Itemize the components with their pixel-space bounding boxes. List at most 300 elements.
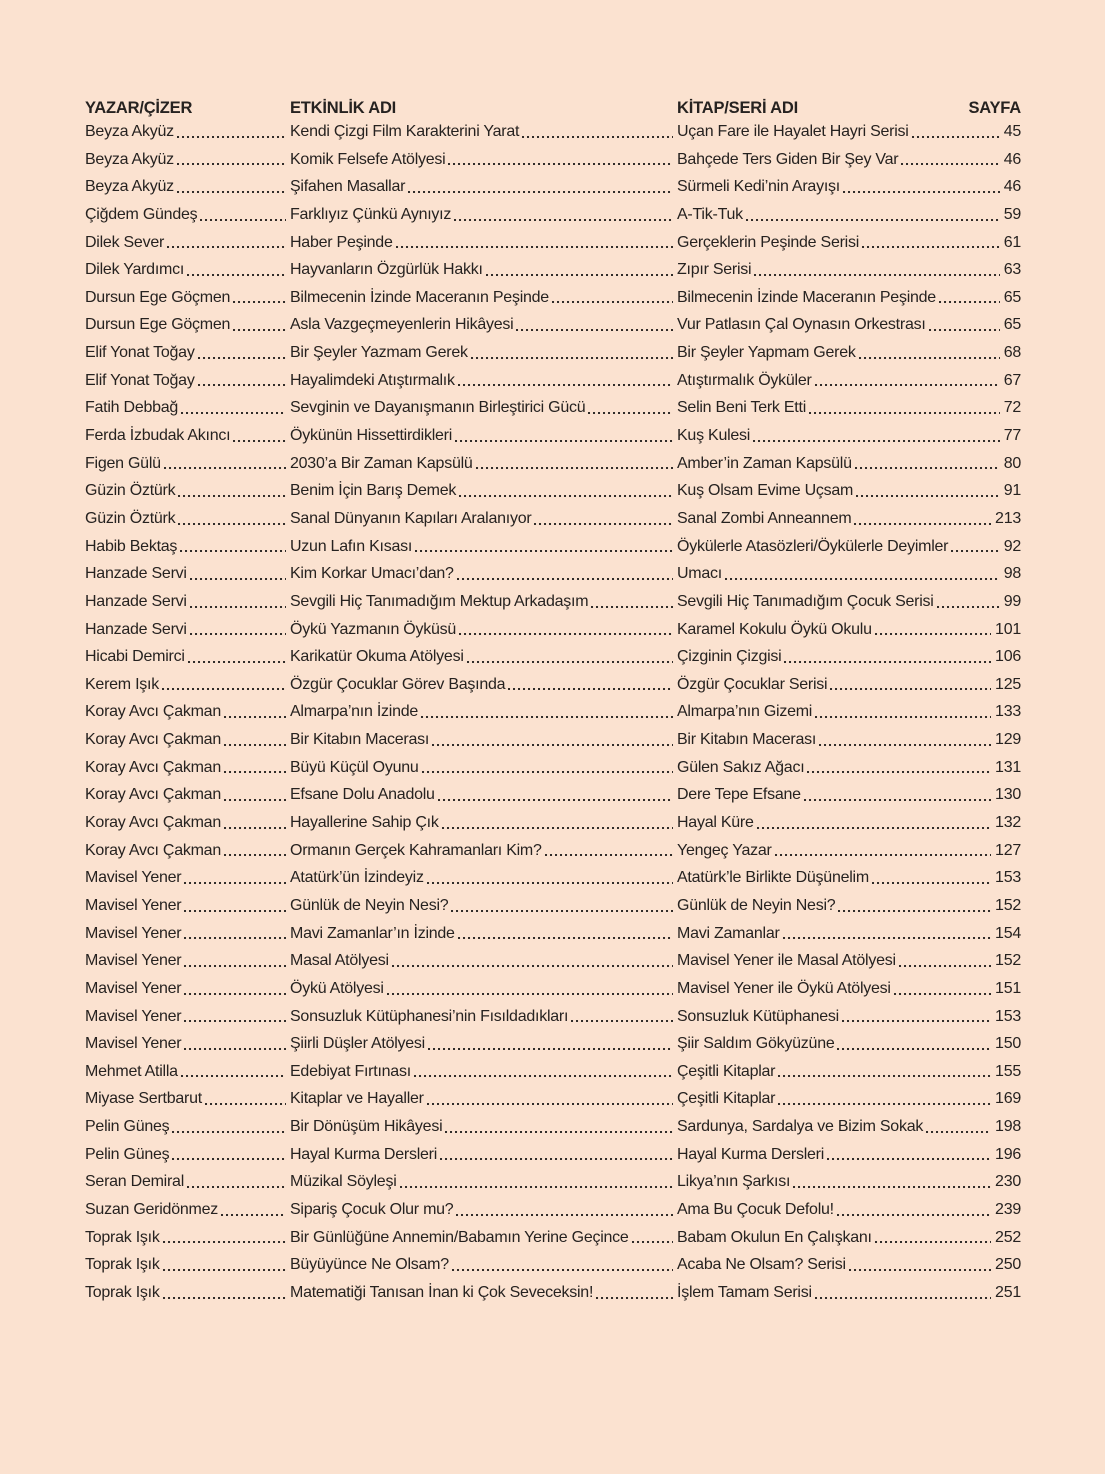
- author-name: Mavisel Yener: [85, 979, 182, 997]
- activity-cell: [290, 754, 677, 782]
- book-cell: [677, 367, 1004, 395]
- page-number: 155: [995, 1062, 1021, 1080]
- dot-leader: [438, 799, 673, 801]
- table-row: [85, 201, 1021, 229]
- activity-name: Sanal Dünyanın Kapıları Aralanıyor: [290, 509, 532, 527]
- activity-cell: [290, 975, 677, 1003]
- book-cell: [677, 118, 1004, 146]
- activity-name: Farklıyız Çünkü Aynıyız: [290, 205, 452, 223]
- book-name: Dere Tepe Efsane: [677, 786, 801, 804]
- page-number: 72: [1003, 399, 1021, 417]
- dot-leader: [415, 550, 673, 552]
- page-number: 106: [995, 648, 1021, 666]
- book-name: Çizginin Çizgisi: [677, 648, 782, 666]
- book-name: Zıpır Serisi: [677, 261, 752, 279]
- author-name: Mavisel Yener: [85, 924, 182, 942]
- table-row: [85, 588, 1021, 616]
- dot-leader: [452, 1269, 673, 1271]
- table-row: [85, 920, 1021, 948]
- table-row: [85, 1251, 1021, 1279]
- author-name: Mehmet Atilla: [85, 1062, 178, 1080]
- dot-leader: [951, 550, 999, 552]
- book-cell: [677, 1030, 995, 1058]
- book-name: Sürmeli Kedi’nin Arayışı: [677, 178, 840, 196]
- dot-leader: [746, 219, 1000, 221]
- table-row: [85, 1168, 1021, 1196]
- author-cell: [85, 726, 290, 754]
- activity-name: Öykünün Hissettirdikleri: [290, 427, 453, 445]
- dot-leader: [476, 467, 673, 469]
- book-name: Hayal Kurma Dersleri: [677, 1145, 825, 1163]
- author-cell: [85, 1224, 290, 1252]
- activity-cell: [290, 671, 677, 699]
- author-name: Mavisel Yener: [85, 869, 182, 887]
- dot-leader: [843, 191, 1000, 193]
- book-cell: [677, 1279, 995, 1307]
- activity-name: Ormanın Gerçek Kahramanları Kim?: [290, 841, 542, 859]
- author-cell: [85, 173, 290, 201]
- dot-leader: [427, 882, 673, 884]
- book-cell: [677, 311, 1004, 339]
- table-row: [85, 1003, 1021, 1031]
- dot-leader: [937, 606, 1000, 608]
- book-cell: [677, 1196, 995, 1224]
- book-name: Amber’in Zaman Kapsülü: [677, 454, 852, 472]
- dot-leader: [190, 606, 286, 608]
- dot-leader: [784, 661, 991, 663]
- dot-leader: [163, 1269, 286, 1271]
- book-cell: [677, 256, 1004, 284]
- book-cell: [677, 284, 1004, 312]
- activity-cell: [290, 1058, 677, 1086]
- author-name: Çiğdem Gündeş: [85, 205, 198, 223]
- dot-leader: [486, 274, 673, 276]
- book-name: Çeşitli Kitaplar: [677, 1062, 776, 1080]
- author-cell: [85, 118, 290, 146]
- dot-leader: [224, 799, 286, 801]
- author-name: Toprak Işık: [85, 1228, 160, 1246]
- activity-cell: [290, 1003, 677, 1031]
- dot-leader: [837, 1214, 991, 1216]
- table-row: [85, 892, 1021, 920]
- activity-cell: [290, 1168, 677, 1196]
- author-name: Dursun Ege Göçmen: [85, 288, 231, 306]
- book-cell: [677, 1168, 995, 1196]
- table-row: [85, 1058, 1021, 1086]
- book-name: Sardunya, Sardalya ve Bizim Sokak: [677, 1118, 924, 1136]
- activity-cell: [290, 1251, 677, 1279]
- dot-leader: [545, 854, 673, 856]
- dot-leader: [842, 1020, 991, 1022]
- dot-leader: [198, 357, 286, 359]
- table-row: [85, 394, 1021, 422]
- author-cell: [85, 616, 290, 644]
- book-cell: [677, 1003, 995, 1031]
- page-number: 99: [1003, 592, 1021, 610]
- book-cell: [677, 201, 1004, 229]
- dot-leader: [177, 191, 286, 193]
- dot-leader: [926, 1131, 991, 1133]
- book-name: Gülen Sakız Ağacı: [677, 758, 805, 776]
- activity-cell: [290, 311, 677, 339]
- activity-cell: [290, 1224, 677, 1252]
- book-name: Umacı: [677, 565, 722, 583]
- page-number: 239: [995, 1200, 1021, 1218]
- activity-cell: [290, 809, 677, 837]
- page-number: 151: [995, 979, 1021, 997]
- table-row: [85, 1224, 1021, 1252]
- dot-leader: [167, 246, 286, 248]
- dot-leader: [459, 495, 673, 497]
- author-cell: [85, 698, 290, 726]
- author-cell: [85, 837, 290, 865]
- dot-leader: [912, 136, 1000, 138]
- dot-leader: [454, 219, 673, 221]
- author-name: Koray Avcı Çakman: [85, 786, 221, 804]
- dot-leader: [233, 440, 286, 442]
- author-name: Hanzade Servi: [85, 592, 187, 610]
- activity-cell: [290, 339, 677, 367]
- activity-name: Uzun Lafın Kısası: [290, 537, 413, 555]
- page-number: 125: [995, 675, 1021, 693]
- activity-name: Efsane Dolu Anadolu: [290, 786, 435, 804]
- activity-name: Hayallerine Sahip Çık: [290, 814, 439, 832]
- book-name: Sanal Zombi Anneannem: [677, 509, 852, 527]
- page-number: 65: [1003, 288, 1021, 306]
- page-number: 152: [995, 952, 1021, 970]
- activity-name: Komik Felsefe Atölyesi: [290, 150, 446, 168]
- dot-leader: [184, 1020, 286, 1022]
- activity-cell: [290, 146, 677, 174]
- activity-cell: [290, 892, 677, 920]
- activity-name: Büyüyünce Ne Olsam?: [290, 1256, 449, 1274]
- book-name: Bir Kitabın Macerası: [677, 731, 817, 749]
- author-name: Seran Demiral: [85, 1173, 185, 1191]
- dot-leader: [516, 329, 673, 331]
- activity-cell: [290, 118, 677, 146]
- book-name: Vur Patlasın Çal Oynasın Orkestrası: [677, 316, 926, 334]
- activity-name: Şifahen Masallar: [290, 178, 406, 196]
- dot-leader: [224, 854, 286, 856]
- dot-leader: [164, 467, 286, 469]
- activity-cell: [290, 450, 677, 478]
- dot-leader: [172, 1158, 286, 1160]
- dot-leader: [184, 993, 286, 995]
- author-cell: [85, 781, 290, 809]
- dot-leader: [448, 163, 673, 165]
- dot-leader: [783, 937, 991, 939]
- dot-leader: [456, 1214, 673, 1216]
- author-name: Beyza Akyüz: [85, 178, 174, 196]
- page-number: 129: [995, 731, 1021, 749]
- author-cell: [85, 1058, 290, 1086]
- author-cell: [85, 560, 290, 588]
- author-name: Pelin Güneş: [85, 1145, 170, 1163]
- dot-leader: [224, 716, 286, 718]
- book-cell: [677, 533, 1004, 561]
- table-row: [85, 781, 1021, 809]
- book-cell: [677, 394, 1004, 422]
- book-name: Acaba Ne Olsam? Serisi: [677, 1256, 846, 1274]
- activity-cell: [290, 560, 677, 588]
- dot-leader: [190, 633, 286, 635]
- author-cell: [85, 201, 290, 229]
- table-row: [85, 311, 1021, 339]
- activity-name: Bir Kitabın Macerası: [290, 731, 430, 749]
- page-number: 80: [1003, 454, 1021, 472]
- activity-name: Hayalimdeki Atıştırmalık: [290, 371, 455, 389]
- table-row: [85, 533, 1021, 561]
- dot-leader: [939, 301, 1000, 303]
- dot-leader: [596, 1297, 673, 1299]
- book-name: Mavisel Yener ile Öykü Atölyesi: [677, 979, 891, 997]
- page-number: 45: [1003, 123, 1021, 140]
- book-name: Atıştırmalık Öyküler: [677, 371, 812, 389]
- book-cell: [677, 477, 1004, 505]
- book-cell: [677, 1224, 995, 1252]
- dot-leader: [457, 578, 673, 580]
- activity-cell: [290, 1279, 677, 1307]
- dot-leader: [414, 1075, 673, 1077]
- author-cell: [85, 284, 290, 312]
- dot-leader: [451, 910, 673, 912]
- dot-leader: [178, 523, 286, 525]
- dot-leader: [778, 1103, 991, 1105]
- dot-leader: [849, 1269, 991, 1271]
- activity-cell: [290, 947, 677, 975]
- dot-leader: [809, 412, 1000, 414]
- book-cell: [677, 616, 995, 644]
- author-name: Toprak Işık: [85, 1283, 160, 1301]
- activity-cell: [290, 284, 677, 312]
- author-cell: [85, 588, 290, 616]
- table-row: [85, 754, 1021, 782]
- dot-leader: [467, 661, 673, 663]
- book-cell: [677, 505, 995, 533]
- page-number: 46: [1003, 150, 1021, 168]
- activity-name: Atatürk’ün İzindeyiz: [290, 869, 424, 887]
- book-name: Öykülerle Atasözleri/Öykülerle Deyimler: [677, 537, 949, 555]
- author-cell: [85, 394, 290, 422]
- activity-name: Hayvanların Özgürlük Hakkı: [290, 261, 483, 279]
- page-number: 150: [995, 1035, 1021, 1053]
- book-cell: [677, 339, 1004, 367]
- activity-name: Öykü Atölyesi: [290, 979, 384, 997]
- dot-leader: [445, 1131, 673, 1133]
- dot-leader: [534, 523, 673, 525]
- page-number: 77: [1003, 427, 1021, 445]
- dot-leader: [396, 246, 673, 248]
- activity-name: Kim Korkar Umacı’dan?: [290, 565, 454, 583]
- author-cell: [85, 311, 290, 339]
- activity-name: Günlük de Neyin Nesi?: [290, 896, 449, 914]
- dot-leader: [455, 440, 673, 442]
- author-name: Habib Bektaş: [85, 537, 178, 555]
- book-name: Mavisel Yener ile Masal Atölyesi: [677, 952, 896, 970]
- book-name: Sevgili Hiç Tanımadığım Çocuk Serisi: [677, 592, 934, 610]
- page-number: 198: [995, 1118, 1021, 1136]
- book-name: Şiir Saldım Gökyüzüne: [677, 1035, 835, 1053]
- activity-name: Hayal Kurma Dersleri: [290, 1145, 438, 1163]
- book-name: Bir Şeyler Yapmam Gerek: [677, 344, 856, 362]
- table-row: [85, 1113, 1021, 1141]
- activity-cell: [290, 698, 677, 726]
- activity-cell: [290, 616, 677, 644]
- author-name: Koray Avcı Çakman: [85, 814, 221, 832]
- author-cell: [85, 1196, 290, 1224]
- dot-leader: [400, 1186, 673, 1188]
- activity-name: Özgür Çocuklar Görev Başında: [290, 675, 506, 693]
- activity-name: Kitaplar ve Hayaller: [290, 1090, 424, 1108]
- book-cell: [677, 588, 1004, 616]
- author-cell: [85, 1141, 290, 1169]
- header-page: SAYFA: [968, 99, 1021, 117]
- table-row: [85, 616, 1021, 644]
- activity-cell: [290, 726, 677, 754]
- author-cell: [85, 339, 290, 367]
- book-cell: [677, 671, 995, 699]
- dot-leader: [408, 191, 673, 193]
- table-row: [85, 837, 1021, 865]
- dot-leader: [421, 716, 673, 718]
- activity-name: Mavi Zamanlar’ın İzinde: [290, 924, 455, 942]
- author-cell: [85, 1279, 290, 1307]
- dot-leader: [177, 163, 286, 165]
- book-name: A-Tik-Tuk: [677, 205, 743, 223]
- page-number: 152: [995, 896, 1021, 914]
- book-cell: [677, 837, 995, 865]
- activity-name: Sevgili Hiç Tanımadığım Mektup Arkadaşım: [290, 592, 589, 610]
- table-row: [85, 173, 1021, 201]
- activity-cell: [290, 201, 677, 229]
- activity-name: Öykü Yazmanın Öyküsü: [290, 620, 457, 638]
- book-cell: [677, 864, 995, 892]
- dot-leader: [163, 1297, 286, 1299]
- author-name: Miyase Sertbarut: [85, 1090, 202, 1108]
- author-cell: [85, 256, 290, 284]
- author-name: Mavisel Yener: [85, 1035, 182, 1053]
- author-cell: [85, 975, 290, 1003]
- author-cell: [85, 450, 290, 478]
- author-cell: [85, 1113, 290, 1141]
- dot-leader: [178, 495, 286, 497]
- activity-cell: [290, 367, 677, 395]
- dot-leader: [221, 1214, 286, 1216]
- page-number: 65: [1003, 316, 1021, 334]
- activity-cell: [290, 1196, 677, 1224]
- activity-name: Büyü Küçül Oyunu: [290, 758, 419, 776]
- dot-leader: [571, 1020, 673, 1022]
- author-name: Koray Avcı Çakman: [85, 731, 221, 749]
- book-name: Bahçede Ters Giden Bir Şey Var: [677, 150, 899, 168]
- dot-leader: [754, 274, 999, 276]
- table-row: [85, 1085, 1021, 1113]
- dot-leader: [725, 578, 1000, 580]
- table-row: [85, 1196, 1021, 1224]
- author-name: Ferda İzbudak Akıncı: [85, 427, 231, 445]
- dot-leader: [205, 1103, 286, 1105]
- book-name: Karamel Kokulu Öykü Okulu: [677, 620, 872, 638]
- activity-name: Sipariş Çocuk Olur mu?: [290, 1200, 454, 1218]
- activity-cell: [290, 256, 677, 284]
- activity-name: Matematiği Tanısan İnan ki Çok Seveceksin!: [290, 1283, 594, 1301]
- activity-cell: [290, 588, 677, 616]
- table-row: [85, 671, 1021, 699]
- dot-leader: [180, 550, 286, 552]
- page-number: 154: [995, 924, 1021, 942]
- author-name: Güzin Öztürk: [85, 482, 176, 500]
- dot-leader: [233, 301, 286, 303]
- author-cell: [85, 920, 290, 948]
- book-name: Hayal Küre: [677, 814, 754, 832]
- dot-leader: [815, 1297, 991, 1299]
- page-number: 98: [1003, 565, 1021, 583]
- book-cell: [677, 892, 995, 920]
- dot-leader: [190, 578, 286, 580]
- page-number: 91: [1003, 482, 1021, 500]
- book-cell: [677, 1085, 995, 1113]
- author-cell: [85, 1085, 290, 1113]
- author-cell: [85, 1003, 290, 1031]
- author-name: Koray Avcı Çakman: [85, 758, 221, 776]
- author-cell: [85, 367, 290, 395]
- dot-leader: [929, 329, 1000, 331]
- author-cell: [85, 422, 290, 450]
- dot-leader: [819, 744, 991, 746]
- dot-leader: [508, 688, 673, 690]
- dot-leader: [184, 965, 286, 967]
- dot-leader: [859, 357, 1000, 359]
- book-cell: [677, 781, 995, 809]
- dot-leader: [775, 854, 991, 856]
- table-row: [85, 256, 1021, 284]
- activity-name: Masal Atölyesi: [290, 952, 389, 970]
- header-activity: ETKİNLİK ADI: [290, 99, 397, 117]
- author-name: Mavisel Yener: [85, 896, 182, 914]
- dot-leader: [184, 882, 286, 884]
- page-number: 153: [995, 869, 1021, 887]
- book-name: İşlem Tamam Serisi: [677, 1283, 812, 1301]
- table-row: [85, 643, 1021, 671]
- activity-cell: [290, 394, 677, 422]
- page-number: 130: [995, 786, 1021, 804]
- book-name: Uçan Fare ile Hayalet Hayri Serisi: [677, 123, 909, 140]
- dot-leader: [440, 1158, 673, 1160]
- page-number: 46: [1003, 178, 1021, 196]
- page-number: 67: [1003, 371, 1021, 389]
- table-row: [85, 1030, 1021, 1058]
- activity-cell: [290, 477, 677, 505]
- author-name: Beyza Akyüz: [85, 150, 174, 168]
- author-cell: [85, 533, 290, 561]
- table-row: [85, 229, 1021, 257]
- author-name: Hanzade Servi: [85, 565, 187, 583]
- book-cell: [677, 1141, 995, 1169]
- book-name: Babam Okulun En Çalışkanı: [677, 1228, 872, 1246]
- activity-name: Asla Vazgeçmeyenlerin Hikâyesi: [290, 316, 514, 334]
- author-cell: [85, 754, 290, 782]
- page-number: 133: [995, 703, 1021, 721]
- activity-name: Kendi Çizgi Film Karakterini Yarat: [290, 123, 520, 140]
- book-cell: [677, 422, 1004, 450]
- index-rows: [85, 118, 1021, 1307]
- book-name: Özgür Çocuklar Serisi: [677, 675, 828, 693]
- dot-leader: [753, 440, 1000, 442]
- dot-leader: [181, 1075, 286, 1077]
- table-row: [85, 422, 1021, 450]
- dot-leader: [899, 965, 991, 967]
- dot-leader: [588, 412, 673, 414]
